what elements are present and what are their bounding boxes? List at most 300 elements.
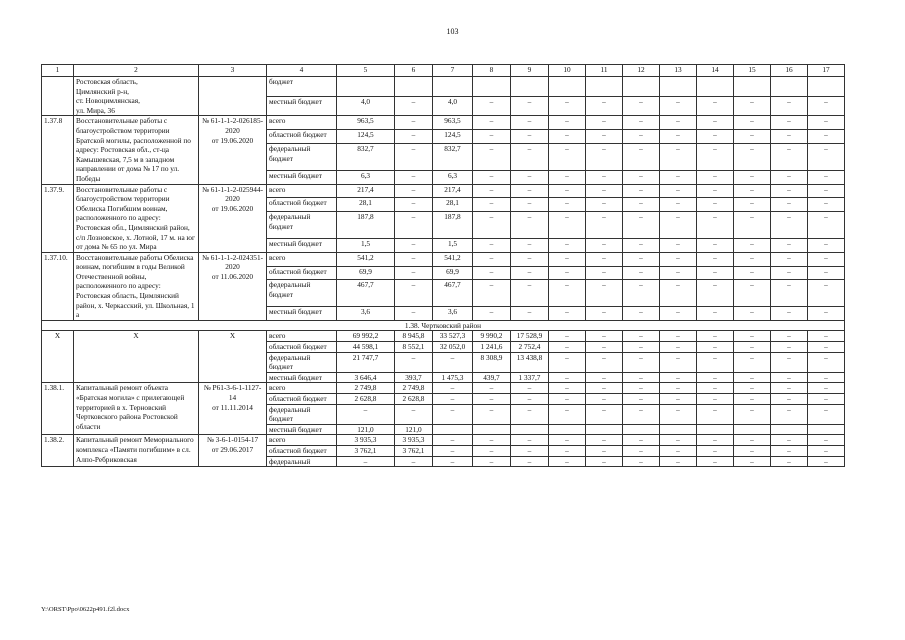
value-cell: –: [734, 331, 771, 342]
value-cell: –: [511, 238, 549, 252]
value-cell: 1 337,7: [511, 372, 549, 383]
value-cell: –: [586, 96, 623, 116]
value-cell: –: [433, 394, 473, 405]
value-cell: –: [586, 170, 623, 184]
value-cell: –: [511, 456, 549, 467]
item-number: 1.38.1.: [42, 383, 74, 435]
value-cell: [697, 77, 734, 97]
value-cell: –: [511, 198, 549, 212]
value-cell: –: [660, 383, 697, 394]
value-cell: –: [586, 198, 623, 212]
value-cell: –: [697, 435, 734, 446]
value-cell: –: [549, 266, 586, 280]
value-cell: –: [623, 331, 660, 342]
value-cell: –: [586, 394, 623, 405]
value-cell: 6,3: [433, 170, 473, 184]
value-cell: –: [623, 280, 660, 306]
value-cell: [473, 424, 511, 435]
value-cell: –: [771, 266, 808, 280]
value-cell: –: [660, 238, 697, 252]
value-cell: –: [623, 445, 660, 456]
value-cell: –: [623, 144, 660, 170]
section-row: [42, 320, 845, 331]
document-ref: X: [199, 331, 267, 383]
value-cell: –: [395, 238, 433, 252]
value-cell: 4,0: [433, 96, 473, 116]
value-cell: –: [697, 144, 734, 170]
value-cell: –: [771, 130, 808, 144]
value-cell: –: [771, 456, 808, 467]
budget-source: областной бюджет: [267, 394, 337, 405]
value-cell: –: [473, 238, 511, 252]
value-cell: –: [473, 184, 511, 198]
value-cell: 21 747,7: [337, 352, 395, 372]
value-cell: –: [734, 170, 771, 184]
value-cell: –: [660, 144, 697, 170]
budget-source: местный бюджет: [267, 238, 337, 252]
value-cell: –: [771, 212, 808, 238]
value-cell: –: [697, 331, 734, 342]
budget-source: всего: [267, 435, 337, 446]
value-cell: –: [433, 445, 473, 456]
value-cell: 3,6: [337, 306, 395, 320]
value-cell: –: [473, 144, 511, 170]
budget-source: областной бюджет: [267, 266, 337, 280]
value-cell: –: [808, 352, 845, 372]
value-cell: [433, 77, 473, 97]
value-cell: –: [511, 445, 549, 456]
value-cell: –: [511, 383, 549, 394]
value-cell: [473, 77, 511, 97]
value-cell: –: [623, 96, 660, 116]
value-cell: 2 749,8: [395, 383, 433, 394]
document-ref: [199, 77, 267, 116]
value-cell: 467,7: [337, 280, 395, 306]
value-cell: 1 475,3: [433, 372, 473, 383]
budget-source: федеральный бюджет: [267, 404, 337, 424]
value-cell: –: [549, 331, 586, 342]
value-cell: –: [511, 252, 549, 266]
value-cell: 32 052,0: [433, 342, 473, 353]
item-number: [42, 77, 74, 116]
budget-source: федеральный бюджет: [267, 212, 337, 238]
value-cell: 2 749,8: [337, 383, 395, 394]
value-cell: –: [549, 435, 586, 446]
value-cell: –: [808, 144, 845, 170]
value-cell: –: [623, 394, 660, 405]
value-cell: –: [697, 198, 734, 212]
value-cell: –: [623, 170, 660, 184]
value-cell: –: [808, 280, 845, 306]
value-cell: 3 762,1: [337, 445, 395, 456]
value-cell: –: [660, 184, 697, 198]
value-cell: –: [808, 198, 845, 212]
value-cell: –: [660, 306, 697, 320]
budget-source: бюджет: [267, 77, 337, 97]
value-cell: –: [734, 404, 771, 424]
value-cell: –: [697, 130, 734, 144]
value-cell: [337, 77, 395, 97]
item-name: Восстановительные работы Обелиска воинам, погибшим в годы Великой Отечественной войны, расположенного по адресу: Ростовская область, Цимлянский район, х. Черкасский, ул. Школьная, 1 а: [74, 252, 199, 320]
value-cell: –: [473, 280, 511, 306]
value-cell: –: [511, 212, 549, 238]
value-cell: –: [734, 130, 771, 144]
value-cell: –: [771, 352, 808, 372]
column-header: 3: [199, 65, 267, 77]
value-cell: –: [511, 116, 549, 130]
value-cell: 13 438,8: [511, 352, 549, 372]
value-cell: –: [623, 456, 660, 467]
value-cell: –: [771, 404, 808, 424]
value-cell: –: [734, 266, 771, 280]
budget-source: областной бюджет: [267, 198, 337, 212]
value-cell: –: [473, 116, 511, 130]
document-ref: № 61-1-1-2-026185-2020 от 19.06.2020: [199, 116, 267, 184]
value-cell: –: [586, 306, 623, 320]
budget-source: федеральный бюджет: [267, 352, 337, 372]
value-cell: –: [697, 352, 734, 372]
value-cell: –: [586, 144, 623, 170]
value-cell: –: [734, 342, 771, 353]
value-cell: –: [734, 198, 771, 212]
value-cell: –: [697, 342, 734, 353]
budget-source: федеральный: [267, 456, 337, 467]
value-cell: –: [549, 144, 586, 170]
value-cell: –: [660, 394, 697, 405]
value-cell: –: [771, 170, 808, 184]
page-number: 103: [446, 27, 459, 36]
value-cell: –: [771, 238, 808, 252]
value-cell: 467,7: [433, 280, 473, 306]
value-cell: –: [771, 144, 808, 170]
value-cell: –: [623, 306, 660, 320]
value-cell: 217,4: [433, 184, 473, 198]
value-cell: –: [549, 352, 586, 372]
item-number: X: [42, 331, 74, 383]
value-cell: –: [623, 266, 660, 280]
value-cell: [433, 424, 473, 435]
value-cell: –: [660, 252, 697, 266]
value-cell: –: [586, 252, 623, 266]
value-cell: [808, 424, 845, 435]
value-cell: 4,0: [337, 96, 395, 116]
budget-source: местный бюджет: [267, 424, 337, 435]
column-header: 5: [337, 65, 395, 77]
value-cell: –: [623, 404, 660, 424]
value-cell: –: [586, 383, 623, 394]
value-cell: 393,7: [395, 372, 433, 383]
value-cell: –: [549, 456, 586, 467]
value-cell: –: [808, 96, 845, 116]
value-cell: –: [623, 352, 660, 372]
document-ref: № 3-6-1-0154-17 от 29.06.2017: [199, 435, 267, 467]
value-cell: –: [395, 198, 433, 212]
value-cell: 187,8: [433, 212, 473, 238]
budget-source: всего: [267, 383, 337, 394]
value-cell: [549, 424, 586, 435]
value-cell: [660, 77, 697, 97]
value-cell: –: [549, 96, 586, 116]
item-name: Ростовская область, Цимлянский р-н, ст. Новоцимлянская, ул. Мира, 36: [74, 77, 199, 116]
value-cell: –: [473, 252, 511, 266]
value-cell: –: [433, 383, 473, 394]
value-cell: –: [660, 170, 697, 184]
value-cell: –: [623, 238, 660, 252]
value-cell: –: [697, 212, 734, 238]
value-cell: –: [473, 456, 511, 467]
value-cell: 28,1: [337, 198, 395, 212]
value-cell: –: [395, 352, 433, 372]
value-cell: –: [771, 435, 808, 446]
value-cell: –: [808, 130, 845, 144]
value-cell: –: [660, 212, 697, 238]
value-cell: –: [586, 184, 623, 198]
value-cell: 69,9: [337, 266, 395, 280]
value-cell: –: [395, 266, 433, 280]
value-cell: –: [808, 383, 845, 394]
column-header: 9: [511, 65, 549, 77]
budget-source: областной бюджет: [267, 445, 337, 456]
value-cell: –: [586, 116, 623, 130]
value-cell: –: [734, 306, 771, 320]
column-header: 4: [267, 65, 337, 77]
column-header: 11: [586, 65, 623, 77]
value-cell: 121,0: [395, 424, 433, 435]
budget-source: всего: [267, 331, 337, 342]
value-cell: –: [808, 404, 845, 424]
value-cell: –: [586, 280, 623, 306]
value-cell: –: [734, 456, 771, 467]
value-cell: 1,5: [337, 238, 395, 252]
value-cell: –: [511, 184, 549, 198]
value-cell: [395, 77, 433, 97]
value-cell: 17 528,9: [511, 331, 549, 342]
value-cell: –: [549, 445, 586, 456]
value-cell: –: [549, 280, 586, 306]
value-cell: –: [808, 331, 845, 342]
value-cell: –: [473, 435, 511, 446]
value-cell: –: [511, 306, 549, 320]
value-cell: –: [808, 184, 845, 198]
value-cell: [734, 424, 771, 435]
value-cell: –: [511, 404, 549, 424]
value-cell: –: [660, 96, 697, 116]
value-cell: –: [660, 445, 697, 456]
value-cell: –: [549, 404, 586, 424]
budget-source: местный бюджет: [267, 306, 337, 320]
value-cell: –: [395, 130, 433, 144]
value-cell: –: [395, 116, 433, 130]
value-cell: –: [473, 170, 511, 184]
budget-source: федеральный бюджет: [267, 280, 337, 306]
value-cell: –: [549, 394, 586, 405]
value-cell: 541,2: [433, 252, 473, 266]
value-cell: 9 990,2: [473, 331, 511, 342]
column-header: 8: [473, 65, 511, 77]
value-cell: –: [697, 404, 734, 424]
value-cell: –: [623, 212, 660, 238]
column-header: 2: [74, 65, 199, 77]
value-cell: –: [586, 404, 623, 424]
value-cell: –: [734, 352, 771, 372]
value-cell: –: [511, 280, 549, 306]
value-cell: [549, 77, 586, 97]
value-cell: –: [660, 130, 697, 144]
value-cell: 44 598,1: [337, 342, 395, 353]
value-cell: –: [697, 445, 734, 456]
value-cell: –: [549, 383, 586, 394]
value-cell: –: [771, 280, 808, 306]
value-cell: [623, 77, 660, 97]
value-cell: –: [697, 372, 734, 383]
value-cell: 1,5: [433, 238, 473, 252]
value-cell: –: [808, 212, 845, 238]
value-cell: –: [697, 184, 734, 198]
value-cell: 3 762,1: [395, 445, 433, 456]
value-cell: –: [586, 445, 623, 456]
value-cell: –: [808, 116, 845, 130]
value-cell: –: [623, 435, 660, 446]
value-cell: –: [586, 456, 623, 467]
value-cell: 33 527,3: [433, 331, 473, 342]
value-cell: –: [395, 252, 433, 266]
value-cell: –: [660, 116, 697, 130]
value-cell: –: [473, 266, 511, 280]
value-cell: –: [771, 445, 808, 456]
value-cell: –: [433, 456, 473, 467]
value-cell: –: [734, 445, 771, 456]
value-cell: –: [395, 170, 433, 184]
document-ref: № Р61-3-6-1-1127-14 от 11.11.2014: [199, 383, 267, 435]
column-header: 15: [734, 65, 771, 77]
value-cell: –: [734, 252, 771, 266]
value-cell: –: [660, 435, 697, 446]
value-cell: –: [771, 96, 808, 116]
value-cell: 124,5: [337, 130, 395, 144]
item-name: Восстановительные работы с благоустройством территории Обелиска Погибшим воинам, расположенного по адресу: Ростовская обл., Цимлянский район, с/п Лозновское, х. Лотной, 17 м. на юг от дома № 65 по ул. Мира: [74, 184, 199, 252]
value-cell: –: [395, 212, 433, 238]
budget-source: областной бюджет: [267, 342, 337, 353]
value-cell: [771, 424, 808, 435]
value-cell: 121,0: [337, 424, 395, 435]
value-cell: –: [734, 96, 771, 116]
budget-source: всего: [267, 252, 337, 266]
value-cell: –: [660, 404, 697, 424]
column-header: 1: [42, 65, 74, 77]
value-cell: 963,5: [337, 116, 395, 130]
value-cell: 3 935,3: [337, 435, 395, 446]
value-cell: –: [549, 116, 586, 130]
value-cell: 2 752,4: [511, 342, 549, 353]
budget-source: местный бюджет: [267, 372, 337, 383]
item-number: 1.38.2.: [42, 435, 74, 467]
value-cell: –: [771, 306, 808, 320]
value-cell: 8 552,1: [395, 342, 433, 353]
value-cell: –: [549, 130, 586, 144]
value-cell: –: [395, 96, 433, 116]
value-cell: [586, 77, 623, 97]
value-cell: [623, 424, 660, 435]
value-cell: –: [586, 331, 623, 342]
value-cell: –: [511, 144, 549, 170]
value-cell: –: [734, 212, 771, 238]
value-cell: –: [511, 170, 549, 184]
value-cell: –: [771, 198, 808, 212]
value-cell: –: [549, 342, 586, 353]
value-cell: –: [734, 184, 771, 198]
value-cell: –: [623, 252, 660, 266]
value-cell: –: [395, 184, 433, 198]
value-cell: –: [623, 198, 660, 212]
value-cell: –: [395, 456, 433, 467]
value-cell: –: [511, 435, 549, 446]
table-row: [42, 383, 845, 394]
value-cell: –: [586, 238, 623, 252]
budget-source: местный бюджет: [267, 170, 337, 184]
value-cell: –: [734, 435, 771, 446]
item-name: Капитальный ремонт объекта «Братская могила» с прилегающей территорией в х. Терновский Чертковского района Ростовской области: [74, 383, 199, 435]
item-name: Капитальный ремонт Мемориального комплекса «Памяти погибшим» в сл. Алпо-Ребриковская: [74, 435, 199, 467]
value-cell: –: [473, 306, 511, 320]
budget-source: местный бюджет: [267, 96, 337, 116]
value-cell: –: [473, 130, 511, 144]
value-cell: –: [697, 383, 734, 394]
value-cell: –: [734, 144, 771, 170]
value-cell: –: [549, 252, 586, 266]
value-cell: –: [660, 198, 697, 212]
item-name: X: [74, 331, 199, 383]
value-cell: –: [623, 342, 660, 353]
value-cell: 28,1: [433, 198, 473, 212]
value-cell: –: [697, 238, 734, 252]
value-cell: –: [697, 96, 734, 116]
value-cell: –: [549, 238, 586, 252]
value-cell: –: [549, 184, 586, 198]
value-cell: 69,9: [433, 266, 473, 280]
value-cell: –: [734, 372, 771, 383]
value-cell: –: [697, 252, 734, 266]
value-cell: 124,5: [433, 130, 473, 144]
value-cell: 832,7: [337, 144, 395, 170]
value-cell: –: [473, 212, 511, 238]
value-cell: 3 646,4: [337, 372, 395, 383]
value-cell: 2 628,8: [395, 394, 433, 405]
budget-source: федеральный бюджет: [267, 144, 337, 170]
value-cell: –: [433, 435, 473, 446]
document-ref: № 61-1-1-2-025944-2020 от 19.06.2020: [199, 184, 267, 252]
value-cell: –: [623, 130, 660, 144]
value-cell: –: [586, 266, 623, 280]
value-cell: –: [808, 456, 845, 467]
document-ref: № 61-1-1-2-024351-2020 от 11.06.2020: [199, 252, 267, 320]
value-cell: 3 935,3: [395, 435, 433, 446]
value-cell: 8 945,8: [395, 331, 433, 342]
value-cell: [771, 77, 808, 97]
section-title: 1.38. Чертковский район: [42, 320, 845, 331]
budget-source: областной бюджет: [267, 130, 337, 144]
value-cell: –: [808, 435, 845, 446]
value-cell: 1 241,6: [473, 342, 511, 353]
table-row: [42, 77, 845, 97]
value-cell: [511, 424, 549, 435]
value-cell: –: [697, 394, 734, 405]
value-cell: [586, 424, 623, 435]
header-row: [42, 65, 845, 77]
value-cell: –: [395, 144, 433, 170]
value-cell: –: [771, 252, 808, 266]
value-cell: –: [808, 372, 845, 383]
value-cell: –: [808, 170, 845, 184]
